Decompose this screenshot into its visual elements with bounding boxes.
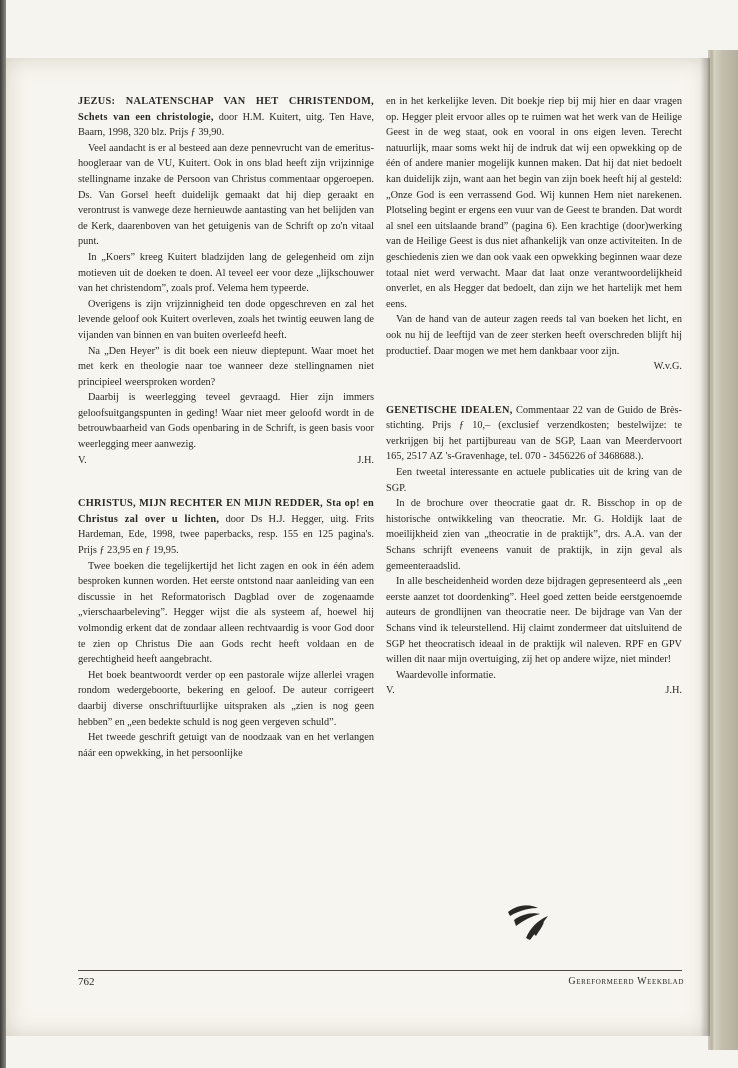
paragraph: Het boek beantwoordt verder op een pastorale wijze allerlei vragen rondom wedergeboorte, bekering en geloof. De auteur corrigeert daarbij diverse onschriftuurlijke uitspraken als „zien is nog geen hebben” en „een bedekte schuld is nog geen vergeven schuld”. <box>78 669 374 728</box>
page-number: 762 <box>78 976 95 988</box>
right-column <box>386 94 682 699</box>
review-jezus <box>78 94 374 468</box>
signature-initial: V. <box>386 685 395 697</box>
paragraph: Een tweetal interessante en actuele publicaties uit de kring van de SGP. <box>386 467 682 494</box>
paragraph: en in het kerkelijke leven. Dit boekje riep bij mij hier en daar vragen op. Hegger pleit ervoor alles op te ruimen wat het werk van de Heilige Geest in de weg staat, ook en vooral in ons eigen leven. Terecht natuurlijk, maar soms wekt hij de indruk dat wij een opwekking op de één of andere manier mogelijk kunnen maken. Dat hij dat niet bedoelt kan duidelijk zijn, want aan het begin van zijn boek heeft hij al gesteld: „Onze God is een verrassend God. Wij kunnen Hem niet narekenen. Plotseling begint er ergens een vuur van de Geest te branden. Dat wordt al snel een uitslaande brand” (pagina 6). Een krachtige (door)werking van de Heilige Geest is dus niet afhankelijk van onze activiteiten. In de geschiedenis zien we dan ook vaak een opwekking beginnen waar deze totaal niet werd verwacht. Maar dat laat onze verantwoordelijkheid onverlet, en als Hegger dat bedoelt, dan zijn we het hartelijk met hem eens. <box>386 96 682 310</box>
page-curl-shadow <box>700 58 710 1036</box>
page-edge <box>708 50 738 1050</box>
signature-author: W.v.G. <box>653 361 682 373</box>
paragraph: Van de hand van de auteur zagen reeds tal van boeken het licht, en ook nu hij de leeftijd van de zeer sterken heeft overschreden blijft hij productief. Daar mogen we met hem dankbaar voor zijn. <box>386 314 682 357</box>
paragraph: In alle bescheidenheid worden deze bijdragen gepresenteerd als „een eerste aanzet tot doordenking”. Heel goed zetten beide eerstgenoemde auteurs de grondlijnen van theocratie neer. De bijdrage van Van der Schans vind ik teleurstellend. Hij claimt zondermeer dat uitsluitend de SGP het theocratisch ideaal in de praktijk wil naleven. RPF en GPV willen dit naar mijn overtuiging, zij het op andere wijze, niet minder! <box>386 576 682 666</box>
review-title: GENETISCHE IDEALEN, <box>386 404 513 416</box>
decorative-flame-logo <box>504 898 552 942</box>
signature-line <box>386 683 682 699</box>
paragraph: Veel aandacht is er al besteed aan deze pennevrucht van de emeritus-hoogleraar van de VU, Kuitert. Ook in ons blad heeft zijn vrijzinnige stellingname inzake de Persoon van Christus commentaar opgeroepen. Ds. Van Gorsel heeft duidelijk gemaakt dat hij diep geraakt en verontrust is vanwege deze hernieuwde aantasting van het belijden van de Kerk, daarenboven van het getuigenis van de Schrift op zo'n vitaal punt. <box>78 142 374 248</box>
review-heading <box>78 94 374 141</box>
review-meta: door H.M. Kuitert, uitg. Ten Have, Baarn, 1998, 320 blz. Prijs ƒ 39,90. <box>78 111 374 139</box>
review-subtitle: Schets van een christologie, <box>78 111 214 123</box>
signature-author: J.H. <box>665 685 682 697</box>
spacer <box>386 375 682 403</box>
review-christus <box>78 496 374 761</box>
review-title: CHRISTUS, MIJN RECHTER EN MIJN REDDER, Sta op! en Christus zal over u lichten, <box>78 498 374 525</box>
review-title: JEZUS: NALATENSCHAP VAN HET CHRISTENDOM, <box>78 96 374 107</box>
paragraph: In „Koers” kreeg Kuitert bladzijden lang de gelegenheid om zijn motieven uit de doeken te doen. Al teveel eer voor deze „lijkschouwer van het christendom”, zoals prof. Velema hem typeerde. <box>78 251 374 295</box>
spacer <box>78 468 374 496</box>
review-meta: door Ds H.J. Hegger, uitg. Frits Hardeman, Ede, 1998, twee paperbacks, resp. 155 en 125 pagina's. Prijs ƒ 23,95 en ƒ 19,95. <box>78 513 374 557</box>
paragraph: Waardevolle informatie. <box>396 669 496 681</box>
magazine-title: Gereformeerd Weekblad <box>568 976 684 987</box>
review-genetische <box>386 403 682 699</box>
paragraph: Twee boeken die tegelijkertijd het licht zagen en ook in één adem besproken kunnen worden. Het eerste ontstond naar aanleiding van een discussie in het Reformatorisch Dagblad over de zogenaamde „vierschaarbeleving”. Hegger wijst die als systeem af, hoewel hij volmondig erkent dat de zondaar alleen rechtvaardig is voor God door te zien op Christus Die aan Gods recht heeft voldaan en de gerechtigheid heeft aangebracht. <box>78 560 374 666</box>
review-heading <box>386 403 682 465</box>
paragraph: Daarbij is weerlegging teveel gevraagd. Hier zijn immers geloofsuitgangspunten in geding! Waar niet meer geloofd wordt in de betrouwbaarheid van Gods openbaring in de Schrift, is geen basis voor weerlegging meer aanwezig. <box>78 392 374 451</box>
review-heading <box>78 496 374 558</box>
paragraph: Na „Den Heyer” is dit boek een nieuw dieptepunt. Waar moet het met kerk en theologie naar toe wanneer deze stellingnamen niet principieel weersproken worden? <box>78 345 374 388</box>
paragraph: Overigens is zijn vrijzinnigheid ten dode opgeschreven en zal het levende geloof ook Kuitert overleven, zoals het twintig eeuwen lang de vijanden van binnen en van buiten overleefd heeft. <box>78 298 374 341</box>
signature-line <box>78 453 374 469</box>
paragraph: In de brochure over theocratie gaat dr. R. Bisschop in op de historische ontwikkeling van theocratie. Mr. G. Holdijk laat de moeilijkheid zien van „theocratie in de praktijk”, drs. A.A. van der Schans schrijft eveneens vanuit de praktijk, in zijn geval als gemeenteraadslid. <box>386 498 682 572</box>
signature-author: J.H. <box>357 454 374 466</box>
paragraph: Het tweede geschrift getuigt van de noodzaak van en het verlangen náár een opwekking, in het persoonlijke <box>78 732 374 759</box>
left-column <box>78 94 374 761</box>
footer-rule <box>78 970 682 971</box>
signature-initial: V. <box>78 454 87 466</box>
review-meta: Commentaar 22 van de Guido de Brès-stichting. Prijs ƒ 10,– (exclusief verzendkosten; bestelwijze: te verkrijgen bij het partijbureau van de SGP, Laan van Meerdervoort 165, 2517 AZ 's-Gravenhage, tel. 070 - 3456226 of 3468688.). <box>386 404 682 463</box>
